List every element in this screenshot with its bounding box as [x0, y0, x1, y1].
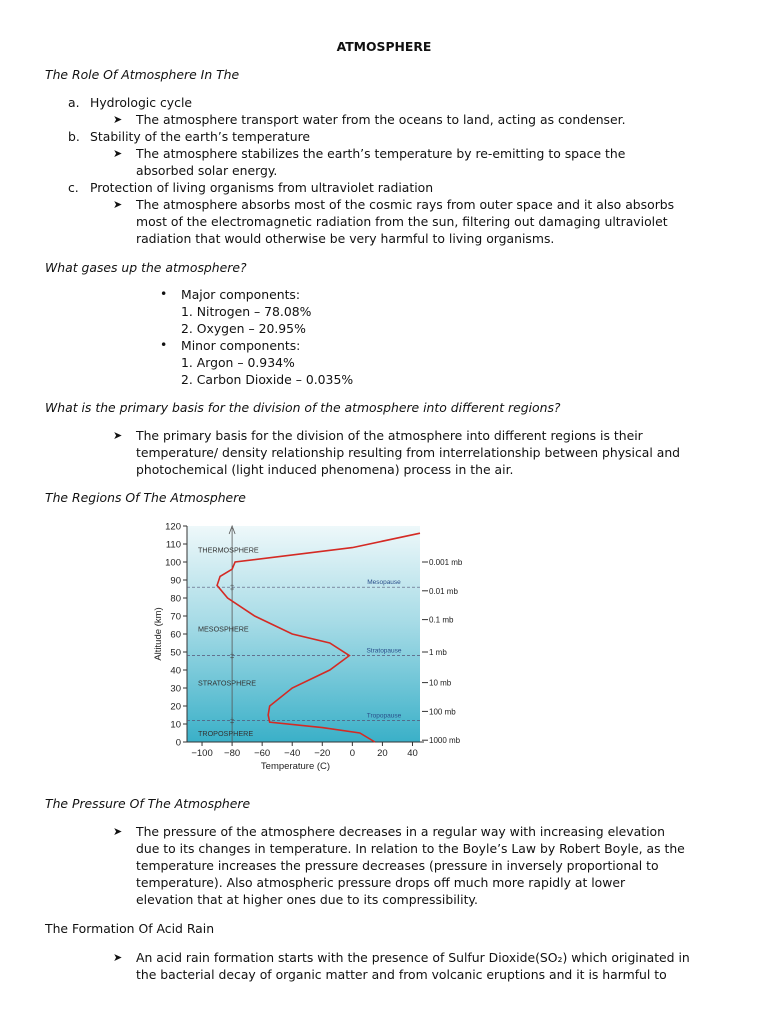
- boundary-marker: ‡: [229, 716, 235, 726]
- boundary-label: Tropopause: [366, 712, 402, 720]
- basis-text-line: temperature/ density relationship resulting from interrelationship between physical and: [136, 445, 681, 460]
- pressure-text-line: temperature). Also atmospheric pressure drops off much more rapidly at lower: [136, 875, 626, 890]
- y-tick-label: 40: [170, 665, 181, 677]
- pressure-text-line: due to its changes in temperature. In relation to the Boyle’s Law by Robert Boyle, as the: [136, 841, 685, 856]
- role-item-detail: The atmosphere stabilizes the earth’s temperature by re-emitting to space the: [136, 146, 626, 161]
- basis-heading: What is the primary basis for the division of the atmosphere into different regions?: [45, 400, 561, 415]
- pressure-label: 1 mb: [429, 648, 447, 657]
- arrow-bullet-icon: ➤: [113, 825, 123, 838]
- pressure-heading: The Pressure Of The Atmosphere: [45, 796, 251, 811]
- y-tick-label: 70: [170, 611, 181, 623]
- basis-text-line: The primary basis for the division of the atmosphere into different regions is their: [136, 428, 643, 443]
- major-label: Major components:: [181, 287, 301, 302]
- role-item-label: Hydrologic cycle: [90, 95, 193, 110]
- role-item-label: Stability of the earth’s temperature: [90, 129, 311, 144]
- role-item-detail: radiation that would otherwise be very harmful to living organisms.: [136, 231, 555, 246]
- major-item: 1. Nitrogen – 78.08%: [181, 304, 312, 319]
- y-tick-label: 100: [165, 557, 181, 569]
- y-tick-label: 20: [170, 701, 181, 713]
- arrow-bullet-icon: ➤: [113, 198, 123, 211]
- y-tick-label: 50: [170, 647, 181, 659]
- role-item-marker: b.: [68, 129, 80, 144]
- minor-item: 2. Carbon Dioxide – 0.035%: [181, 372, 354, 387]
- pressure-label: 100 mb: [429, 707, 456, 717]
- role-item-detail: The atmosphere absorbs most of the cosmic rays from outer space and it also absorbs: [136, 197, 675, 212]
- atmosphere-chart: [0, 512, 768, 802]
- role-item-detail: most of the electromagnetic radiation from the sun, filtering out damaging ultraviolet: [136, 214, 668, 229]
- boundary-label: Stratopause: [366, 647, 402, 655]
- arrow-bullet-icon: ➤: [113, 113, 123, 126]
- pressure-label: 1000 mb: [429, 736, 461, 746]
- layer-label: THERMOSPHERE: [198, 545, 259, 555]
- role-item-label: Protection of living organisms from ultraviolet radiation: [90, 180, 434, 195]
- y-tick-label: 60: [170, 629, 181, 641]
- page-title: ATMOSPHERE: [336, 39, 432, 54]
- layer-label: MESOSPHERE: [198, 624, 249, 634]
- x-tick-label: −80: [224, 748, 241, 759]
- y-axis-title: Altitude (km): [153, 607, 164, 661]
- plot-background: [187, 526, 420, 742]
- minor-label: Minor components:: [181, 338, 301, 353]
- pressure-text-line: temperature increases the pressure decreases (pressure in inversely proportional to: [136, 858, 659, 873]
- x-tick-label: −20: [314, 748, 331, 759]
- y-tick-label: 80: [170, 593, 181, 605]
- x-tick-label: −100: [191, 748, 213, 759]
- pressure-label: 0.001 mb: [429, 558, 463, 567]
- pressure-label: 0.01 mb: [429, 586, 458, 596]
- y-tick-label: 10: [170, 719, 181, 731]
- y-tick-label: 30: [170, 683, 181, 695]
- layer-label: STRATOSPHERE: [198, 678, 257, 688]
- layer-label: TROPOSPHERE: [198, 729, 254, 738]
- x-tick-label: 40: [407, 748, 418, 759]
- gases-heading: What gases up the atmosphere?: [45, 260, 247, 275]
- role-item-marker: c.: [68, 180, 79, 195]
- pressure-label: 0.1 mb: [429, 615, 454, 625]
- acid-text-line: An acid rain formation starts with the presence of Sulfur Dioxide(SO₂) which originated in: [136, 950, 690, 965]
- role-item-marker: a.: [68, 95, 80, 110]
- pressure-text-line: The pressure of the atmosphere decreases in a regular way with increasing elevation: [136, 824, 665, 839]
- x-tick-label: 0: [349, 748, 356, 759]
- y-tick-label: 0: [175, 737, 181, 749]
- arrow-bullet-icon: ➤: [113, 147, 123, 160]
- major-item: 2. Oxygen – 20.95%: [181, 321, 306, 336]
- pressure-text-line: elevation that at higher ones due to its compressibility.: [136, 892, 478, 907]
- regions-heading: The Regions Of The Atmosphere: [45, 490, 246, 505]
- y-tick-label: 90: [170, 575, 181, 587]
- y-tick-label: 110: [165, 539, 181, 551]
- minor-item: 1. Argon – 0.934%: [181, 355, 295, 370]
- role-item-detail: absorbed solar energy.: [136, 163, 278, 178]
- x-tick-label: −40: [284, 748, 301, 759]
- bullet-dot-icon: •: [160, 286, 168, 301]
- basis-text-line: photochemical (light induced phenomena) process in the air.: [136, 462, 514, 477]
- x-axis-title: Temperature (C): [260, 761, 331, 772]
- acid-text-line: the bacterial decay of organic matter and from volcanic eruptions and it is harmful to: [136, 967, 667, 982]
- pressure-label: 10 mb: [429, 678, 452, 688]
- y-tick-label: 120: [165, 521, 181, 533]
- role-item-detail: The atmosphere transport water from the oceans to land, acting as condenser.: [136, 112, 626, 127]
- bullet-dot-icon: •: [160, 337, 168, 352]
- arrow-bullet-icon: ➤: [113, 951, 123, 964]
- x-tick-label: 20: [377, 748, 388, 759]
- acid-heading: The Formation Of Acid Rain: [45, 921, 215, 936]
- x-tick-label: −60: [254, 748, 271, 759]
- arrow-bullet-icon: ➤: [113, 429, 123, 442]
- boundary-label: Mesopause: [367, 579, 401, 587]
- role-heading: The Role Of Atmosphere In The: [45, 67, 240, 82]
- boundary-marker: ‡: [229, 651, 235, 661]
- boundary-marker: ‡: [229, 583, 235, 593]
